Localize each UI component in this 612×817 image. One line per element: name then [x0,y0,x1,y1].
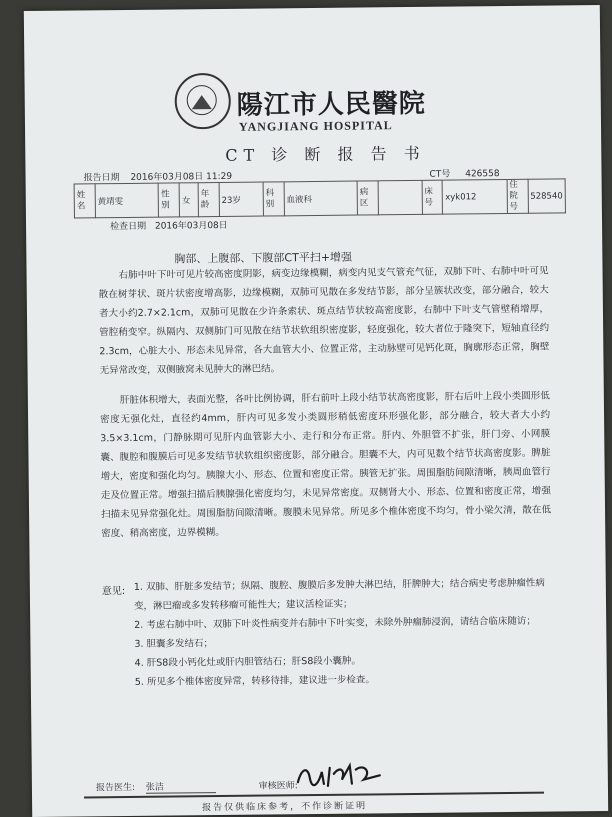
patient-ward [378,180,422,214]
reviewer-label: 审核医师: [258,781,298,792]
doctor-name: 张洁 [146,779,216,794]
doctor-label: 报告医生: [95,782,136,794]
opinion-item: 1. 双肺、肝脏多发结节；纵隔、腹腔、腹膜后多发肿大淋巴结，肝脾肿大；结合病史考虑肿瘤性病变，淋巴瘤或多发转移瘤可能性大；建议活检证实； [133,577,545,612]
hospital-name-cn: 陽江市人民醫院 [236,88,426,121]
patient-age: 23岁 [219,182,264,216]
seal-emblem [187,85,217,115]
opinion-item: 5. 所见多个椎体密度异常，转移待排，建议进一步检查。 [134,674,375,688]
report-date-label: 报告日期 [83,173,120,184]
opinion-item: 4. 肝S8段小钙化灶或肝内胆管结石；肝S8段小囊肿。 [134,655,361,669]
exam-date-value: 2016年03月08日 [154,220,228,232]
patient-info-table [74,178,566,218]
patient-bed: xyk012 [443,179,508,214]
patient-sex: 女 [179,183,198,217]
findings-abdomen: 肝脏体积增大，表面光整，各叶比例协调，肝右前叶上段小结节状高密度影，肝右后叶上段小类圆形低密度无强化灶，直径约4mm，肝内可见多发小类圆形稍低密度环形强化影，部分融合，较大者大小约3.5×3.1cm，门静脉期可见肝内血管影大小、走行和分布正常。肝内、外胆管不扩张，肝门旁、小网膜囊、腹腔和腹膜后可见多发结节状软组织密度影，部分融合。胆囊不大，内可见数个结节状高密度影。脾脏增大，密度和强化均匀。胰腺大小、形态、位置和密度正常。胰管无扩张。周围脂肪间隙清晰，胰周血管行走及位置正常。增强扫描后胰腺强化密度均匀，未见异常密度。双侧肾大小、形态、位置和密度正常，增强扫描未见异常强化灶。周围脂肪间隙清晰。腹膜未见异常。所见多个椎体密度不均匀，骨小梁欠清，散在低密度、稍高密度，边界模糊。 [100,390,552,540]
hospital-name-en: YANGJIANG HOSPITAL [238,118,393,134]
ct-number [429,166,499,180]
inpatient-label: 住院号 [507,179,528,213]
opinion-list [134,573,565,691]
report-title: CT 诊 断 报 告 书 [225,143,426,165]
reviewer-signature [294,759,384,792]
ct-number-value: 426558 [465,169,500,180]
ward-label: 病区 [357,181,378,215]
exam-title: 胸部、上腹部、下腹部CT平扫+增强 [174,250,353,266]
age-label: 年龄 [198,183,219,217]
exam-date-label: 检查日期 [110,221,147,233]
hospital-seal-logo [174,73,231,130]
inpatient-number: 528540 [528,179,566,213]
dept-label: 科别 [263,182,284,216]
opinion-item: 3. 胆囊多发结石； [134,638,214,650]
patient-dept: 血液科 [284,181,358,216]
footer-disclaimer: 报告仅供临床参考，不作诊断证明 [202,801,368,814]
bed-label: 床号 [422,180,443,214]
patient-name: 黄靖雯 [95,183,159,218]
ct-number-label: CT号 [429,169,451,180]
name-label: 姓名 [74,184,95,218]
report-sheet [24,5,608,817]
exam-date [110,218,228,232]
findings-chest: 右肺中叶下叶可见片较高密度阴影，病变边缘模糊，病变内见支气管充气征，双肺下叶、右肺中叶可见散在树芽状、斑片状密度增高影，边缘模糊，双肺可见散在多发结节影，部分呈簇状改变，部分融合，较大者大小约2.7×2.1cm，双肺可见散在少许条索状、斑点结节状较高密度影，右肺中下叶支气管壁稍增厚，管腔稍变窄。纵隔内、双侧肺门可见散在结节状软组织密度影，轻度强化，较大者位于隆突下，短轴直径约2.3cm，心脏大小、形态未见异常，各大血管大小、位置正常，主动脉壁可见钙化斑，胸廓形态正常，胸壁无异常改变，双侧腋窝未见肿大的淋巴结。 [98,265,550,377]
opinion-label: 意见: [101,586,126,598]
sex-label: 性别 [158,183,179,217]
report-date-value: 2016年03月08日 11:29 [130,171,233,183]
opinion-item: 2. 考虑右肺中叶、双肺下叶炎性病变并右肺中下叶实变，未除外肿瘤肺浸润，请结合临床随访； [134,615,536,631]
